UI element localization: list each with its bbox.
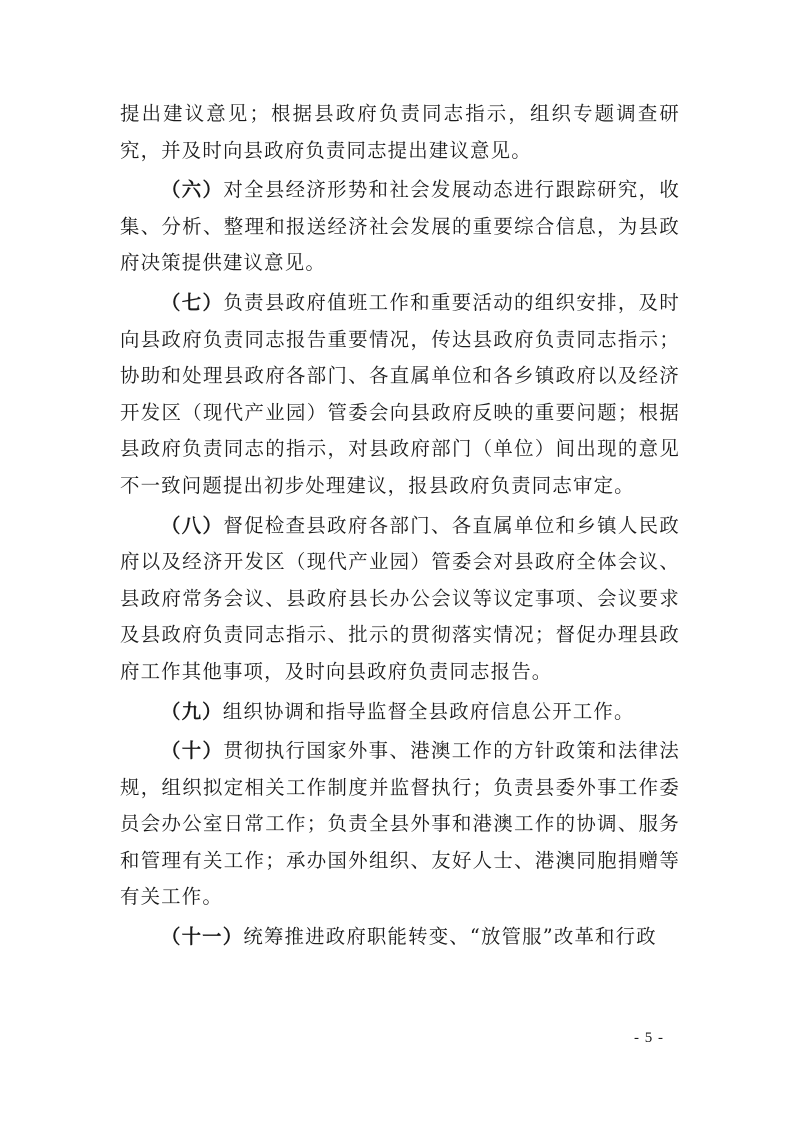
item-label: （六） xyxy=(161,178,224,202)
paragraph-text: 统筹推进政府职能转变、“放管服”改革和行政 xyxy=(243,925,657,949)
paragraph-text: 督促检查县政府各部门、各直属单位和乡镇人民政府以及经济开发区（现代产业园）管委会对县政府全体会议、县政府常务会议、县政府县长办公会议等议定事项、会议要求及县政府负责同志指示、批示的贯彻落实情况；督促办理县政府工作其他事项，及时向县政府负责同志报告。 xyxy=(120,513,680,683)
paragraph-text: 组织协调和指导监督全县政府信息公开工作。 xyxy=(222,699,635,723)
item-label: （十一） xyxy=(161,925,244,949)
paragraph-item-6 xyxy=(120,172,680,282)
paragraph-item-11 xyxy=(120,919,680,956)
item-label: （十） xyxy=(161,739,224,763)
paragraph-item-8 xyxy=(120,508,680,691)
paragraph-text: 提出建议意见；根据县政府负责同志指示，组织专题调查研究，并及时向县政府负责同志提出建议意见。 xyxy=(120,102,680,162)
paragraph-continued xyxy=(120,96,680,169)
paragraph-item-7 xyxy=(120,285,680,505)
item-label: （七） xyxy=(161,290,224,314)
item-label: （八） xyxy=(161,513,224,537)
paragraph-text: 负责县政府值班工作和重要活动的组织安排，及时向县政府负责同志报告重要情况，传达县政府负责同志指示；协助和处理县政府各部门、各直属单位和各乡镇政府以及经济开发区（现代产业园）管委会向县政府反映的重要问题；根据县政府负责同志的指示，对县政府部门（单位）间出现的意见不一致问题提出初步处理建议，报县政府负责同志审定。 xyxy=(120,290,680,497)
paragraph-text: 对全县经济形势和社会发展动态进行跟踪研究，收集、分析、整理和报送经济社会发展的重要综合信息，为县政府决策提供建议意见。 xyxy=(120,178,680,275)
paragraph-item-10 xyxy=(120,733,680,916)
paragraph-text: 贯彻执行国家外事、港澳工作的方针政策和法律法规，组织拟定相关工作制度并监督执行；负责县委外事工作委员会办公室日常工作；负责全县外事和港澳工作的协调、服务和管理有关工作；承办国外组织、友好人士、港澳同胞捐赠等有关工作。 xyxy=(120,739,680,909)
document-body xyxy=(120,96,680,959)
item-label: （九） xyxy=(161,699,223,723)
page-number: - 5 - xyxy=(634,1030,664,1046)
paragraph-item-9 xyxy=(120,694,680,731)
